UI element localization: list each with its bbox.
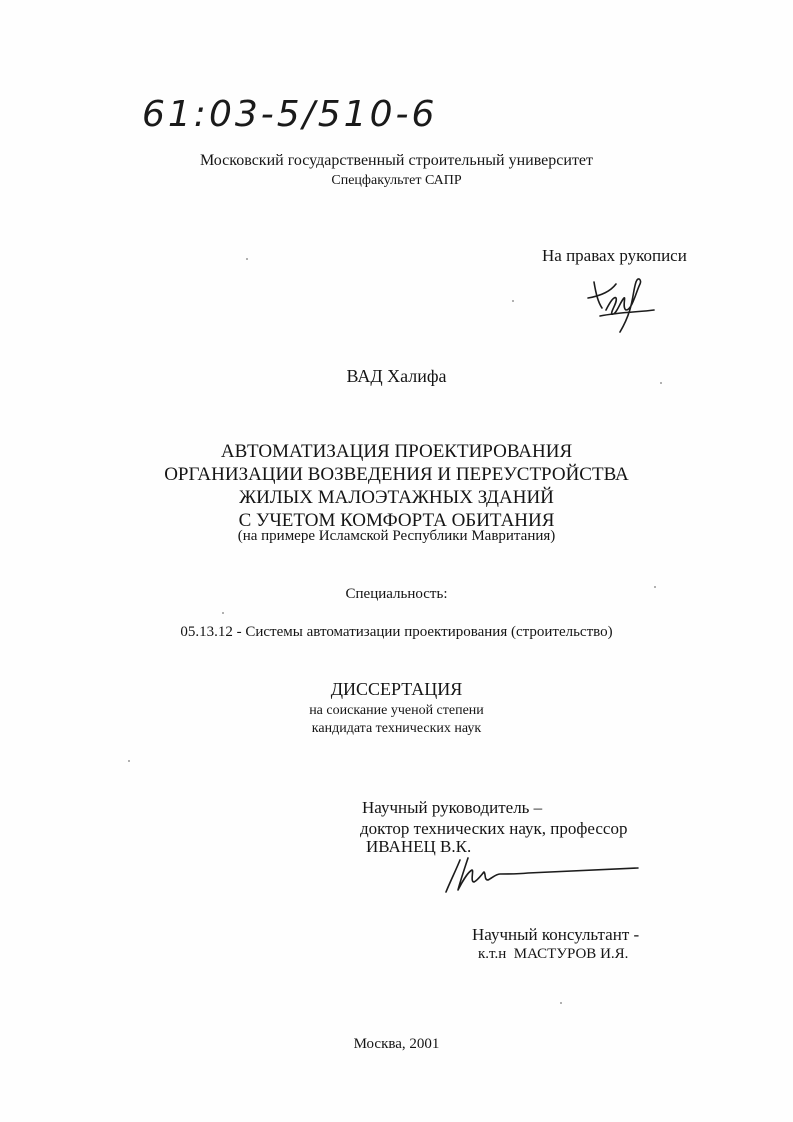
scan-speck <box>128 760 130 762</box>
title-line-2: ОРГАНИЗАЦИИ ВОЗВЕДЕНИЯ И ПЕРЕУСТРОЙСТВА <box>164 464 629 485</box>
faculty-name: Спецфакультет САПР <box>331 173 462 188</box>
title-subtitle: (на примере Исламской Республики Мавритания) <box>237 528 556 544</box>
author-name: ВАД Халифа <box>346 366 447 386</box>
dissertation-degree-line-1: на соискание ученой степени <box>309 703 484 718</box>
scan-speck <box>512 300 514 302</box>
title-line-4: С УЧЕТОМ КОМФОРТА ОБИТАНИЯ <box>238 510 555 531</box>
specialty-label: Специальность: <box>345 586 448 602</box>
scan-speck <box>660 382 662 384</box>
scan-speck <box>222 612 224 614</box>
scan-speck <box>246 258 248 260</box>
consultant-role: Научный консультант - <box>472 925 640 944</box>
handwritten-archive-code: 61:03-5/510-6 <box>142 94 438 135</box>
scan-speck <box>560 1002 562 1004</box>
specialty-value: 05.13.12 - Системы автоматизации проектирования (строительство) <box>180 624 613 640</box>
title-line-1: АВТОМАТИЗАЦИЯ ПРОЕКТИРОВАНИЯ <box>220 441 573 462</box>
supervisor-role: Научный руководитель – <box>362 798 543 817</box>
scan-speck <box>654 586 656 588</box>
title-line-3: ЖИЛЫХ МАЛОЭТАЖНЫХ ЗДАНИЙ <box>239 487 554 508</box>
manuscript-note: На правах рукописи <box>542 246 687 265</box>
supervisor-signature-icon <box>438 852 648 900</box>
supervisor-degree: доктор технических наук, профессор <box>360 819 628 838</box>
dissertation-heading: ДИССЕРТАЦИЯ <box>330 679 463 699</box>
city-year: Москва, 2001 <box>353 1036 440 1052</box>
author-signature-icon <box>580 272 660 342</box>
dissertation-degree-line-2: кандидата технических наук <box>311 721 482 736</box>
supervisor-name: ИВАНЕЦ В.К. <box>366 837 472 856</box>
university-name: Московский государственный строительный университет <box>199 152 594 169</box>
consultant-name: к.т.н МАСТУРОВ И.Я. <box>478 946 629 962</box>
